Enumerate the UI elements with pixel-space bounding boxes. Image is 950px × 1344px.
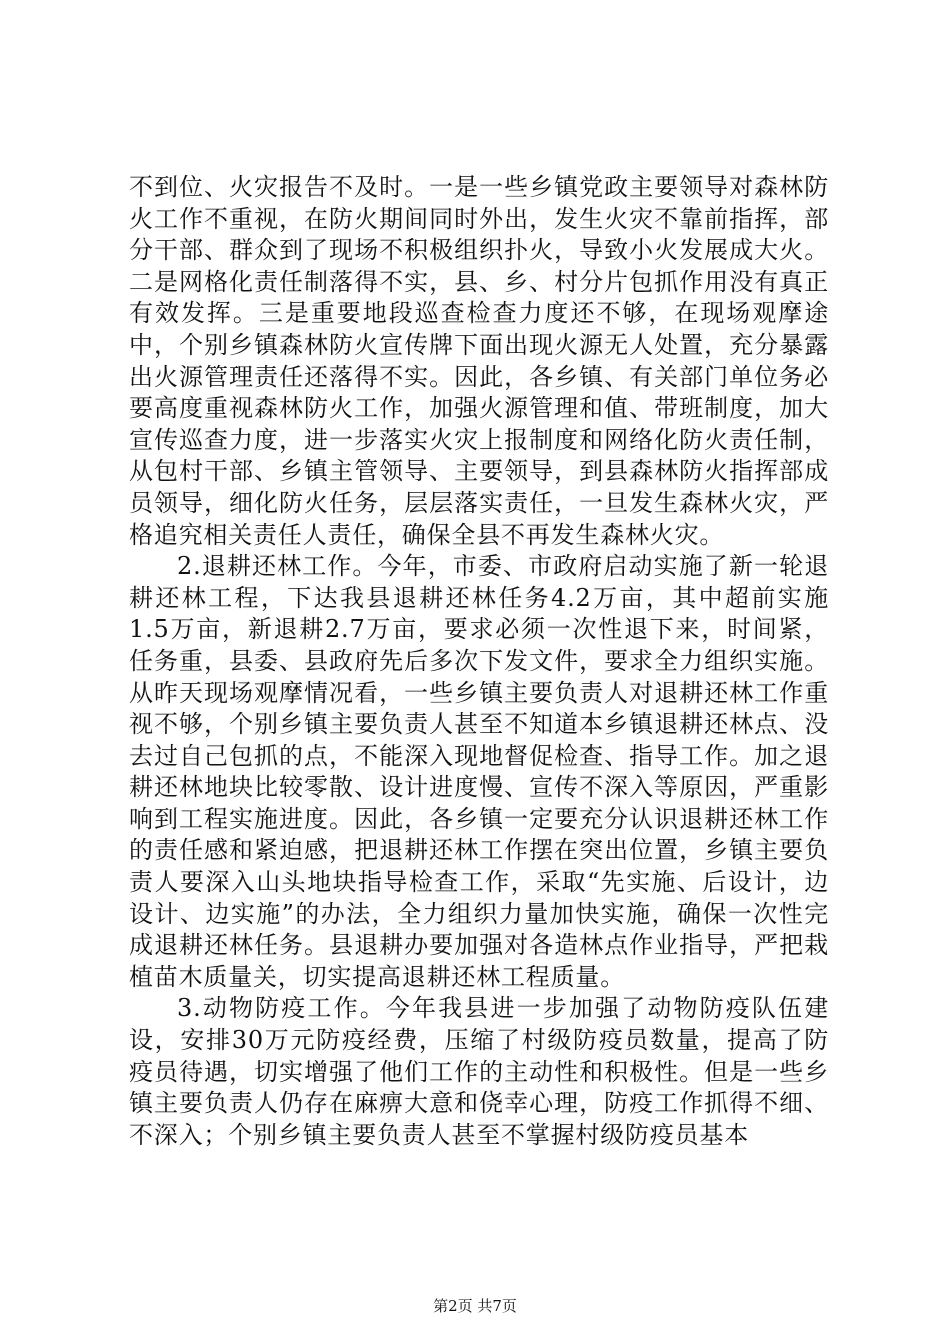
page-footer: 第2页 共7页 [433, 1297, 517, 1315]
paragraph-returning-farmland: 2.退耕还林工作。今年，市委、市政府启动实施了新一轮退耕还林工程，下达我县退耕还林任务4.2万亩，其中超前实施1.5万亩，新退耕2.7万亩，要求必须一次性退下来，时间紧，任务重，县委、县政府先后多次下发文件，要求全力组织实施。从昨天现场观摩情况看，一些乡镇主要负责人对退耕还林工作重视不够，个别乡镇主要负责人甚至不知道本乡镇退耕还林点、没去过自己包抓的点，不能深入现地督促检查、指导工作。加之退耕还林地块比较零散、设计进度慢、宣传不深入等原因，严重影响到工程实施进度。因此，各乡镇一定要充分认识退耕还林工作的责任感和紧迫感，把退耕还林工作摆在突出位置，乡镇主要负责人要深入山头地块指导检查工作，采取“先实施、后设计，边设计、边实施”的办法，全力组织力量加快实施，确保一次性完成退耕还林任务。县退耕办要加强对各造林点作业指导，严把栽植苗木质量关，切实提高退耕还林工程质量。 [129, 552, 829, 991]
paragraph-continued: 不到位、火灾报告不及时。一是一些乡镇党政主要领导对森林防火工作不重视，在防火期间同时外出，发生火灾不靠前指挥，部分干部、群众到了现场不积极组织扑火，导致小火发展成大火。二是网格化责任制落得不实，县、乡、村分片包抓作用没有真正有效发挥。三是重要地段巡查检查力度还不够，在现场观摩途中，个别乡镇森林防火宣传牌下面出现火源无人处置，充分暴露出火源管理责任还落得不实。因此，各乡镇、有关部门单位务必要高度重视森林防火工作，加强火源管理和值、带班制度，加大宣传巡查力度，进一步落实火灾上报制度和网络化防火责任制，从包村干部、乡镇主管领导、主要领导，到县森林防火指挥部成员领导，细化防火任务，层层落实责任，一旦发生森林火灾，严格追究相关责任人责任，确保全县不再发生森林火灾。 [129, 173, 829, 549]
paragraph-animal-epidemic: 3.动物防疫工作。今年我县进一步加强了动物防疫队伍建设，安排30万元防疫经费，压缩了村级防疫员数量，提高了防疫员待遇，切实增强了他们工作的主动性和积极性。但是一些乡镇主要负责人仍存在麻痹大意和侥幸心理，防疫工作抓得不细、不深入；个别乡镇主要负责人甚至不掌握村级防疫员基本 [129, 994, 829, 1149]
document-body [129, 172, 829, 1151]
